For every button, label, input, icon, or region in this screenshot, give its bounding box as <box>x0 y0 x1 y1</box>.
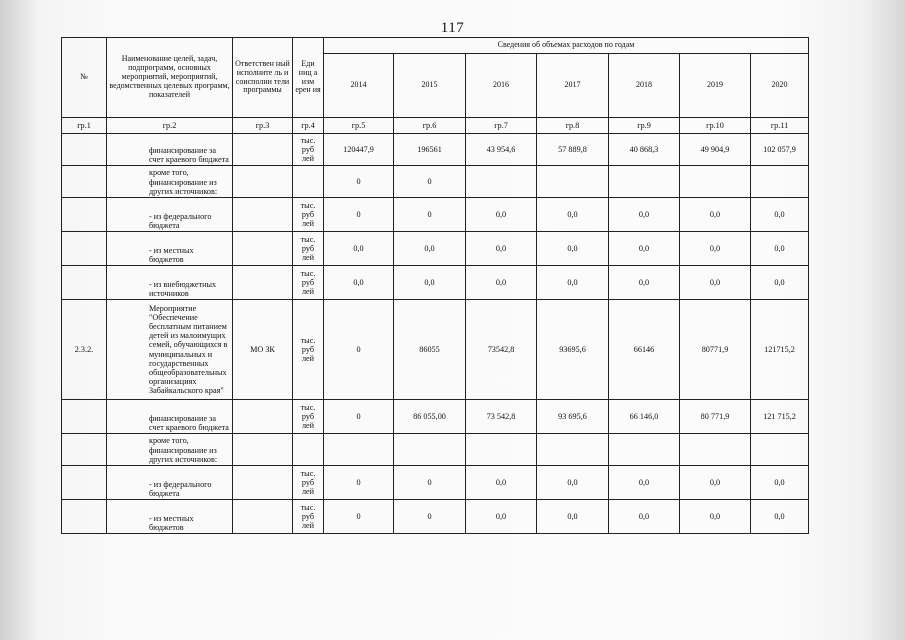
row-value <box>537 434 609 466</box>
table-row <box>62 232 809 266</box>
row-value: 196561 <box>394 134 466 166</box>
row-value: 0,0 <box>537 198 609 232</box>
row-value: 0 <box>394 166 466 198</box>
row-name: - из местных бюджетов <box>107 500 233 534</box>
row-value: 102 057,9 <box>751 134 809 166</box>
row-value: 0,0 <box>537 266 609 300</box>
row-responsible <box>233 266 293 300</box>
row-value: 43 954,6 <box>466 134 537 166</box>
col-number: гр.4 <box>293 118 324 134</box>
row-value: 66146 <box>609 300 680 400</box>
row-value: 0,0 <box>537 466 609 500</box>
row-value: 0 <box>394 198 466 232</box>
row-number <box>62 434 107 466</box>
header-expenses: Сведения об объемах расходов по годам <box>324 38 809 54</box>
col-number: гр.1 <box>62 118 107 134</box>
col-number: гр.9 <box>609 118 680 134</box>
table-row <box>62 134 809 166</box>
header-row-top <box>62 38 809 54</box>
row-value: 80 771,9 <box>680 400 751 434</box>
row-unit: тыс. руб лей <box>293 300 324 400</box>
col-number: гр.2 <box>107 118 233 134</box>
row-value: 57 889,8 <box>537 134 609 166</box>
header-year: 2020 <box>751 54 809 118</box>
row-responsible <box>233 166 293 198</box>
expenses-table <box>61 37 809 534</box>
row-value: 0 <box>394 466 466 500</box>
row-number <box>62 166 107 198</box>
column-numbers-row <box>62 118 809 134</box>
table-row <box>62 266 809 300</box>
row-value: 0 <box>394 500 466 534</box>
row-value <box>537 166 609 198</box>
row-name: финансирование за счет краевого бюджета <box>107 400 233 434</box>
row-name: Мероприятие "Обеспечение бесплатным питанием детей из малоимущих семей, обучающихся в муниципальных и государственных общеобразовательных организациях Забайкальского края" <box>107 300 233 400</box>
header-year: 2015 <box>394 54 466 118</box>
header-num: № <box>62 38 107 118</box>
row-number <box>62 198 107 232</box>
row-value: 86 055,00 <box>394 400 466 434</box>
row-value: 0,0 <box>324 266 394 300</box>
row-value <box>609 166 680 198</box>
row-unit: тыс. руб лей <box>293 400 324 434</box>
row-value: 0,0 <box>609 232 680 266</box>
row-value: 0,0 <box>466 232 537 266</box>
row-value <box>466 166 537 198</box>
row-value: 0,0 <box>751 198 809 232</box>
row-value: 0,0 <box>609 466 680 500</box>
row-value: 0,0 <box>680 500 751 534</box>
row-value: 0,0 <box>680 266 751 300</box>
row-number <box>62 134 107 166</box>
table-row <box>62 434 809 466</box>
row-responsible <box>233 232 293 266</box>
row-unit <box>293 434 324 466</box>
row-value: 121715,2 <box>751 300 809 400</box>
col-number: гр.7 <box>466 118 537 134</box>
row-value: 80771,9 <box>680 300 751 400</box>
page-number: 117 <box>440 20 465 36</box>
row-value: 0,0 <box>751 466 809 500</box>
header-year: 2016 <box>466 54 537 118</box>
row-value: 120447,9 <box>324 134 394 166</box>
row-value: 0,0 <box>466 198 537 232</box>
row-value: 0,0 <box>680 466 751 500</box>
row-value: 66 146,0 <box>609 400 680 434</box>
row-value: 0 <box>324 198 394 232</box>
row-value: 0,0 <box>751 266 809 300</box>
col-number: гр.6 <box>394 118 466 134</box>
col-number: гр.3 <box>233 118 293 134</box>
header-year: 2018 <box>609 54 680 118</box>
row-value: 0 <box>324 300 394 400</box>
row-value: 0,0 <box>466 266 537 300</box>
row-value: 0,0 <box>609 266 680 300</box>
col-number: гр.11 <box>751 118 809 134</box>
row-value: 0,0 <box>394 232 466 266</box>
row-number <box>62 466 107 500</box>
row-value: 0,0 <box>609 500 680 534</box>
row-responsible <box>233 466 293 500</box>
row-value: 0,0 <box>751 232 809 266</box>
row-value <box>609 434 680 466</box>
header-year: 2017 <box>537 54 609 118</box>
row-value: 73 542,8 <box>466 400 537 434</box>
row-value: 0,0 <box>537 500 609 534</box>
row-value: 0 <box>324 500 394 534</box>
row-unit: тыс. руб лей <box>293 500 324 534</box>
row-unit: тыс. руб лей <box>293 232 324 266</box>
row-unit: тыс. руб лей <box>293 466 324 500</box>
row-value: 40 868,3 <box>609 134 680 166</box>
header-year: 2019 <box>680 54 751 118</box>
header-unit: Еди ниц а изм ерен ия <box>293 38 324 118</box>
row-value: 0 <box>324 466 394 500</box>
table-row <box>62 166 809 198</box>
row-value: 0,0 <box>537 232 609 266</box>
row-value: 73542,8 <box>466 300 537 400</box>
row-name: - из федерального бюджета <box>107 466 233 500</box>
header-name: Наименование целей, задач, подпрограмм, основных мероприятий, мероприятий, ведомственных целевых программ, показателей <box>107 38 233 118</box>
row-value <box>751 434 809 466</box>
row-value: 0,0 <box>680 198 751 232</box>
table-row <box>62 466 809 500</box>
row-value: 0,0 <box>324 232 394 266</box>
row-number <box>62 232 107 266</box>
row-name: финансирование за счет краевого бюджета <box>107 134 233 166</box>
row-unit: тыс. руб лей <box>293 198 324 232</box>
row-value <box>324 434 394 466</box>
row-value: 0,0 <box>680 232 751 266</box>
row-value: 0,0 <box>609 198 680 232</box>
row-value: 0,0 <box>466 466 537 500</box>
row-name: - из местных бюджетов <box>107 232 233 266</box>
row-value: 0 <box>324 400 394 434</box>
row-value <box>466 434 537 466</box>
row-value: 0,0 <box>394 266 466 300</box>
row-number: 2.3.2. <box>62 300 107 400</box>
header-responsible: Ответствен ный исполните ль и соисполни тели программы <box>233 38 293 118</box>
table-row <box>62 500 809 534</box>
row-value: 93 695,6 <box>537 400 609 434</box>
header-year: 2014 <box>324 54 394 118</box>
row-number <box>62 400 107 434</box>
table-row <box>62 300 809 400</box>
row-value: 121 715,2 <box>751 400 809 434</box>
col-number: гр.5 <box>324 118 394 134</box>
row-value <box>394 434 466 466</box>
row-name: - из внебюджетных источников <box>107 266 233 300</box>
row-name: - из федерального бюджета <box>107 198 233 232</box>
row-responsible <box>233 434 293 466</box>
row-value <box>680 434 751 466</box>
row-name: кроме того, финансирование из других источников: <box>107 434 233 466</box>
row-value: 0,0 <box>751 500 809 534</box>
row-value: 86055 <box>394 300 466 400</box>
row-unit: тыс. руб лей <box>293 266 324 300</box>
col-number: гр.8 <box>537 118 609 134</box>
row-value: 0 <box>324 166 394 198</box>
row-responsible <box>233 198 293 232</box>
table-row <box>62 198 809 232</box>
col-number: гр.10 <box>680 118 751 134</box>
row-name: кроме того, финансирование из других источников: <box>107 166 233 198</box>
row-unit <box>293 166 324 198</box>
row-unit: тыс. руб лей <box>293 134 324 166</box>
row-value: 0,0 <box>466 500 537 534</box>
row-value <box>751 166 809 198</box>
table-row <box>62 400 809 434</box>
row-responsible: МО ЗК <box>233 300 293 400</box>
row-responsible <box>233 500 293 534</box>
row-number <box>62 266 107 300</box>
row-responsible <box>233 134 293 166</box>
row-value <box>680 166 751 198</box>
row-responsible <box>233 400 293 434</box>
row-value: 49 904,9 <box>680 134 751 166</box>
row-number <box>62 500 107 534</box>
row-value: 93695,6 <box>537 300 609 400</box>
table-body <box>62 38 809 534</box>
